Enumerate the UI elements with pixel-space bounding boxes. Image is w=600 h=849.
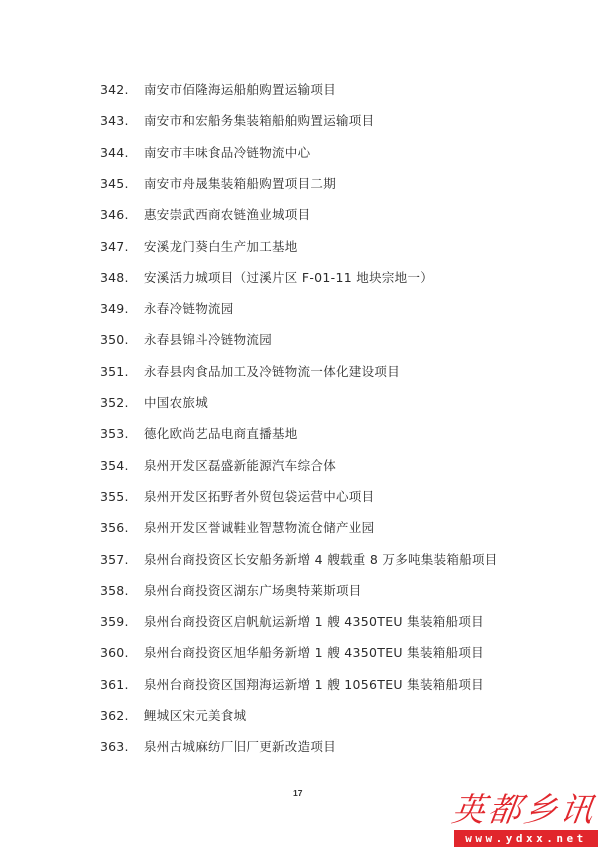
list-item (0, 612, 600, 632)
item-number: 359. (100, 614, 129, 630)
list-item (0, 550, 600, 570)
item-number: 355. (100, 488, 129, 504)
item-text: 中国农旅城 (144, 395, 209, 410)
item-number: 357. (100, 551, 129, 567)
item-text: 泉州开发区磊盛新能源汽车综合体 (144, 457, 337, 473)
list-item (0, 174, 600, 194)
item-text: 永春县锦斗冷链物流园 (144, 332, 273, 348)
watermark-url: www.ydxx.net (454, 830, 598, 847)
list-item (0, 643, 600, 663)
item-number: 343. (100, 113, 129, 129)
list-item (0, 237, 600, 257)
item-text: 泉州台商投资区启帆航运新增 1 艘 4350TEU 集装箱船项目 (144, 614, 484, 630)
item-text: 泉州台商投资区旭华船务新增 1 艘 4350TEU 集装箱船项目 (144, 645, 484, 661)
item-number: 344. (100, 144, 129, 160)
list-item (0, 737, 600, 757)
item-text: 南安市和宏船务集装箱船舶购置运输项目 (144, 113, 375, 129)
item-number: 356. (100, 520, 129, 536)
item-text: 南安市舟晟集装箱船购置项目二期 (144, 175, 337, 191)
list-item (0, 456, 600, 476)
list-item (0, 518, 600, 538)
item-number: 362. (100, 708, 129, 723)
page-number: 17 (293, 788, 303, 798)
item-text: 永春县肉食品加工及冷链物流一体化建设项目 (144, 363, 401, 379)
item-number: 360. (100, 645, 129, 661)
watermark-title: 英都乡讯 (449, 790, 599, 829)
list-item (0, 706, 600, 726)
item-text: 泉州古城麻纺厂旧厂更新改造项目 (144, 739, 337, 755)
item-number: 352. (100, 395, 129, 410)
item-number: 345. (100, 175, 129, 191)
item-number: 342. (100, 82, 129, 97)
list-item (0, 299, 600, 319)
item-text: 惠安崇武西商农链渔业城项目 (144, 207, 311, 223)
watermark-logo (449, 790, 600, 849)
list-item (0, 268, 600, 288)
item-text: 泉州开发区誉诚鞋业智慧物流仓储产业园 (144, 520, 375, 536)
item-text: 德化欧尚艺品电商直播基地 (144, 426, 298, 442)
list-item (0, 205, 600, 225)
item-text: 泉州台商投资区长安船务新增 4 艘载重 8 万多吨集装箱船项目 (144, 551, 498, 567)
list-item (0, 675, 600, 695)
item-text: 南安市佰隆海运船舶购置运输项目 (144, 82, 337, 97)
item-number: 348. (100, 269, 129, 285)
item-text: 泉州台商投资区湖东广场奥特莱斯项目 (144, 582, 362, 598)
item-text: 泉州台商投资区国翔海运新增 1 艘 1056TEU 集装箱船项目 (144, 676, 484, 692)
list-item (0, 330, 600, 350)
list-item (0, 393, 600, 413)
item-number: 361. (100, 676, 129, 692)
list-item (0, 143, 600, 163)
list-item (0, 487, 600, 507)
item-text: 安溪活力城项目（过溪片区 F-01-11 地块宗地一） (144, 269, 434, 285)
item-text: 鲤城区宋元美食城 (144, 708, 247, 723)
item-text: 泉州开发区拓野者外贸包袋运营中心项目 (144, 488, 375, 504)
list-item (0, 362, 600, 382)
item-text: 南安市丰味食品冷链物流中心 (144, 144, 311, 160)
list-item (0, 581, 600, 601)
list-item (0, 424, 600, 444)
item-number: 347. (100, 238, 129, 254)
item-number: 353. (100, 426, 129, 442)
item-number: 346. (100, 207, 129, 223)
item-number: 350. (100, 332, 129, 348)
item-number: 351. (100, 363, 129, 379)
item-number: 349. (100, 301, 129, 317)
list-item (0, 80, 600, 100)
item-text: 安溪龙门葵白生产加工基地 (144, 238, 298, 254)
item-number: 363. (100, 739, 129, 755)
item-text: 永春冷链物流园 (144, 301, 234, 317)
item-number: 354. (100, 457, 129, 473)
list-item (0, 111, 600, 131)
item-number: 358. (100, 582, 129, 598)
